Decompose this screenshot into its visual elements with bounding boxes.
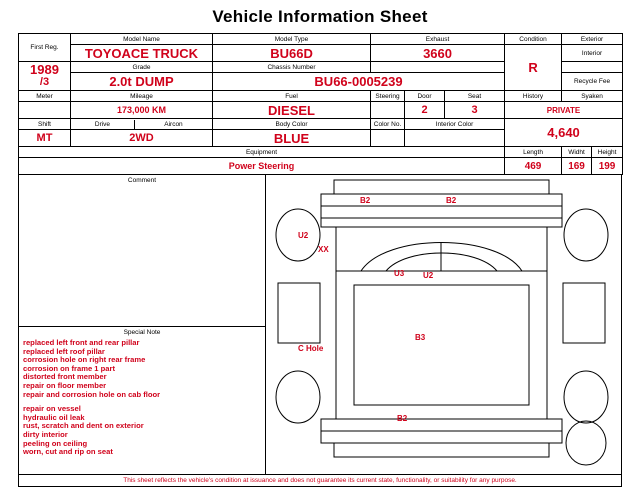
exterior-label: Exterior (562, 34, 623, 45)
model-type-label: Model Type (213, 34, 371, 45)
grade-value: 2.0t DUMP (71, 73, 213, 91)
length-label: Length (505, 147, 562, 158)
table-row (19, 45, 623, 62)
mark-xx: XX (318, 245, 329, 254)
diagram-top-bar (334, 180, 549, 194)
height-label: Height (592, 147, 623, 158)
drive-label: Drive (94, 120, 111, 128)
model-name-label: Model Name (71, 34, 213, 45)
diagram-spare-wheel (566, 421, 606, 465)
color-no-label: Color No. (371, 119, 405, 130)
diagram-wheel-front-right (564, 209, 608, 261)
list-item: replaced left roof pillar (23, 346, 105, 356)
diagram-side-panel-right (563, 283, 605, 343)
table-row (19, 158, 623, 175)
condition-label: Condition (505, 34, 562, 45)
syaken-label: Syaken (562, 91, 623, 102)
list-item: repair on floor member (23, 380, 107, 390)
chassis-number-label-cont (371, 62, 505, 73)
mark-b2-top-left: B2 (360, 196, 371, 205)
mark-u2-right: U2 (423, 271, 434, 280)
mileage-label: Mileage (71, 91, 213, 102)
list-item: worn, cut and rip on seat (23, 447, 113, 457)
chassis-number-label: Chassis Number (213, 62, 371, 73)
condition-value: R (505, 45, 562, 91)
first-reg-month: /3 (39, 76, 50, 88)
interior-color-value (405, 130, 505, 147)
grade-label: Grade (71, 62, 213, 73)
diagram-wheel-rear-left (276, 371, 320, 423)
placeholder-cell-1 (562, 62, 623, 73)
width-value: 169 (562, 158, 592, 175)
first-reg-label: First Reg. (19, 34, 71, 62)
list-item: hydraulic oil leak (23, 412, 85, 422)
vehicle-details-table (18, 33, 623, 175)
list-item: corrosion hole on right rear frame (23, 355, 146, 365)
table-row (19, 102, 623, 119)
table-row (19, 147, 623, 158)
history-value: PRIVATE (505, 102, 623, 119)
notes-column (19, 175, 266, 474)
first-reg-year: 1989 (30, 62, 59, 77)
equipment-label: Equipment (19, 147, 505, 158)
exhaust-label: Exhaust (371, 34, 505, 45)
mark-c-hole: C Hole (298, 344, 324, 353)
lower-section (18, 175, 622, 475)
list-item: rust, scratch and dent on exterior (23, 421, 144, 431)
diagram-bed (336, 271, 547, 419)
first-reg-value (19, 62, 71, 91)
mark-b2-top-right: B2 (446, 196, 457, 205)
exhaust-value: 3660 (371, 45, 505, 62)
mark-u2-left: U2 (298, 231, 309, 240)
list-item: dirty interior (23, 429, 68, 439)
steering-label: Steering (371, 91, 405, 102)
comment-label: Comment (127, 177, 157, 184)
fuel-value: DIESEL (213, 102, 371, 119)
model-name-value: TOYOACE TRUCK (71, 45, 213, 62)
special-note-box (19, 327, 265, 474)
diagram-rear-bumper (334, 443, 549, 457)
seat-value: 3 (445, 102, 505, 119)
vehicle-diagram (266, 175, 621, 473)
mark-u3: U3 (394, 269, 405, 278)
page-title: Vehicle Information Sheet (212, 7, 428, 26)
special-note-group-2 (19, 404, 265, 457)
comment-text (19, 186, 265, 187)
shift-value: MT (19, 130, 71, 147)
list-item: distorted front member (23, 372, 107, 382)
diagram-bed-inner (354, 285, 529, 405)
history-label: History (505, 91, 562, 102)
mark-b2-bottom: B2 (397, 414, 408, 423)
steering-value (371, 102, 405, 119)
diagram-damage-marks (298, 196, 457, 423)
drive-value: 2WD (71, 130, 213, 147)
interior-color-label: Interior Color (405, 119, 505, 130)
meter-label: Meter (19, 91, 71, 102)
list-item: peeling on ceiling (23, 438, 88, 448)
table-row (19, 91, 623, 102)
seat-label: Seat (445, 91, 505, 102)
list-item: corrosion on frame 1 part (23, 363, 115, 373)
special-note-group-1 (19, 338, 265, 399)
diagram-cab-roof (321, 218, 562, 227)
table-row (19, 119, 623, 130)
equipment-value: Power Steering (19, 158, 505, 175)
recycle-fee-label: Recycle Fee (562, 73, 623, 91)
drive-aircon-label-group (71, 119, 213, 130)
list-item: replaced left front and rear pillar (23, 338, 140, 347)
model-type-value: BU66D (213, 45, 371, 62)
list-item: repair on vessel (23, 404, 81, 414)
vehicle-diagram-panel (266, 175, 621, 474)
interior-label: Interior (562, 45, 623, 62)
fuel-label: Fuel (213, 91, 371, 102)
diagram-side-panel-left (278, 283, 320, 343)
meter-value (19, 102, 71, 119)
height-value: 199 (592, 158, 623, 175)
shift-label: Shift (19, 119, 71, 130)
aircon-label: Aircon (134, 120, 212, 129)
mark-b3: B3 (415, 333, 426, 342)
chassis-number-value: BU66-0005239 (213, 73, 505, 91)
vehicle-information-sheet (18, 4, 622, 484)
special-note-label: Special Note (123, 329, 161, 336)
table-row (19, 34, 623, 45)
list-item: repair and corrosion hole on cab floor (23, 389, 161, 399)
mileage-value: 173,000 KM (71, 102, 213, 119)
body-color-label: Body Color (213, 119, 371, 130)
body-color-value: BLUE (213, 130, 371, 147)
comment-box (19, 175, 265, 327)
recycle-fee-value (505, 119, 623, 147)
recycle-fee-amount: 4,640 (547, 125, 580, 140)
length-value: 469 (505, 158, 562, 175)
color-no-value (371, 130, 405, 147)
footer-disclaimer: This sheet reflects the vehicle's condition at issuance and does not guarantee its current state, functionality, or suitability for any purpose. (18, 475, 622, 487)
diagram-wheel-rear-right (564, 371, 608, 423)
door-value: 2 (405, 102, 445, 119)
width-label: Widht (562, 147, 592, 158)
door-label: Door (405, 91, 445, 102)
